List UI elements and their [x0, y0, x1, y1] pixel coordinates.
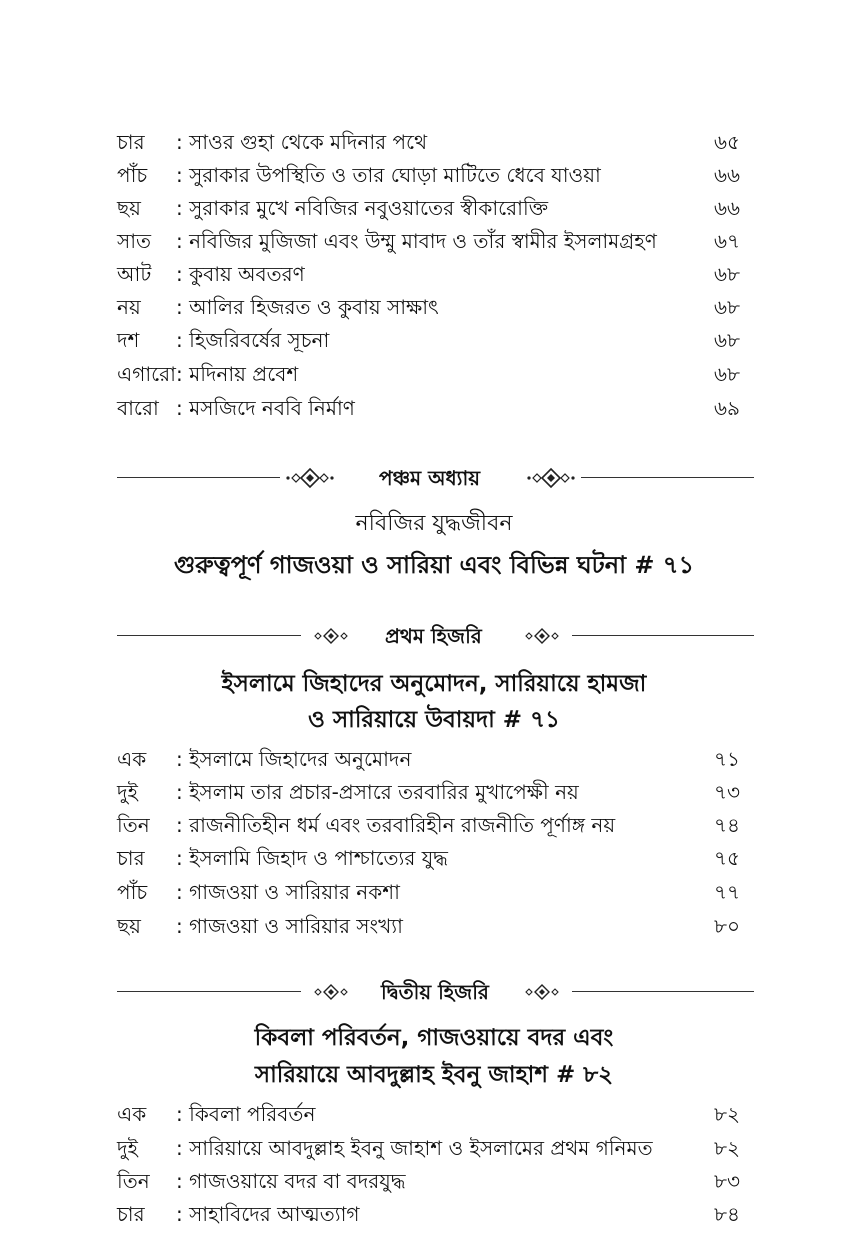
chapter-label: পঞ্চম অধ্যায়	[379, 466, 481, 490]
entry-number: ছয়	[117, 914, 141, 938]
entry-page: ৭৭	[713, 880, 740, 904]
ornament-icon	[512, 625, 572, 647]
entry-number: চার	[117, 130, 145, 154]
toc-entry	[117, 392, 740, 425]
ornament-icon	[301, 625, 361, 647]
entry-page: ৬৯	[714, 396, 740, 420]
entry-page: ৬৮	[714, 295, 740, 319]
entry-page: ৬৬	[713, 196, 740, 220]
entry-title: : মদিনায় প্রবেশ	[176, 362, 299, 386]
entry-number: দুই	[117, 1136, 138, 1160]
entry-number: এগারো	[117, 362, 176, 386]
entry-number: সাত	[117, 229, 152, 253]
entry-title: : ইসলামি জিহাদ ও পাশ্চাত্যের যুদ্ধ	[176, 846, 448, 870]
section-divider	[117, 621, 754, 651]
entry-title: : ইসলামে জিহাদের অনুমোদন	[176, 747, 412, 771]
toc-entry	[117, 1165, 740, 1198]
entry-page: ৭৪	[714, 813, 740, 837]
divider-line-right	[572, 991, 754, 992]
divider-line-left	[117, 477, 280, 478]
toc-entry	[117, 842, 740, 875]
section-title-line: ইসলামে জিহাদের অনুমোদন, সারিয়ায়ে হামজা	[221, 671, 647, 697]
entry-title: : গাজওয়া ও সারিয়ার সংখ্যা	[176, 914, 403, 938]
entry-title: : রাজনীতিহীন ধর্ম এবং তরবারিহীন রাজনীতি পূর্ণাঙ্গ নয়	[176, 813, 616, 837]
entry-page: ৬৮	[714, 362, 740, 386]
entry-title: : সুরাকার উপস্থিতি ও তার ঘোড়া মাটিতে ধেবে যাওয়া	[176, 163, 601, 187]
entry-number: তিন	[117, 813, 150, 837]
section-label: দ্বিতীয় হিজরি	[381, 980, 489, 1004]
ornament-icon	[301, 981, 361, 1003]
entry-number: পাঁচ	[117, 880, 148, 904]
section-title-line: কিবলা পরিবর্তন, গাজওয়ায়ে বদর এবং	[254, 1025, 614, 1051]
divider-line-right	[572, 635, 754, 636]
entry-title: : আলির হিজরত ও কুবায় সাক্ষাৎ	[176, 295, 439, 319]
entry-title: : গাজওয়ায়ে বদর বা বদরযুদ্ধ	[176, 1169, 406, 1193]
toc-entry	[117, 324, 740, 357]
entry-page: ৮৩	[714, 1169, 740, 1193]
entry-page: ৮৪	[714, 1202, 740, 1226]
entry-title: : সারিয়ায়ে আবদুল্লাহ ইবনু জাহাশ ও ইসলামের প্রথম গনিমত	[176, 1136, 653, 1160]
entry-number: এক	[117, 747, 147, 771]
entry-page: ৭১	[714, 747, 740, 771]
entry-number: ছয়	[117, 196, 141, 220]
entry-title: : হিজরিবর্ষের সূচনা	[176, 328, 330, 352]
entry-number: দুই	[117, 780, 138, 804]
toc-entry	[117, 743, 740, 776]
entry-title: : গাজওয়া ও সারিয়ার নকশা	[176, 880, 400, 904]
entry-title: : সাহাবিদের আত্মত্যাগ	[176, 1202, 360, 1226]
toc-entry	[117, 1132, 740, 1165]
toc-entry	[117, 809, 740, 842]
section-title-line: ও সারিয়ায়ে উবায়দা # ৭১	[308, 707, 560, 733]
toc-entry	[117, 876, 740, 909]
ornament-icon	[280, 467, 340, 489]
section-label: প্রথম হিজরি	[385, 624, 482, 648]
toc-entry	[117, 1198, 740, 1231]
chapter-title: গুরুত্বপূর্ণ গাজওয়া ও সারিয়া এবং বিভিন্ন ঘটনা # ৭১	[173, 551, 695, 579]
toc-entry	[117, 159, 740, 192]
entry-page: ৮২	[714, 1102, 740, 1126]
divider-line-left	[117, 991, 301, 992]
entry-number: এক	[117, 1102, 147, 1126]
ornament-icon	[521, 467, 581, 489]
toc-entry	[117, 258, 740, 291]
entry-page: ৭৫	[714, 846, 740, 870]
entry-title: : মসজিদে নববি নির্মাণ	[176, 396, 355, 420]
toc-entry	[117, 225, 740, 258]
toc-entry	[117, 1098, 740, 1131]
toc-entry	[117, 358, 740, 391]
entry-title: : কুবায় অবতরণ	[176, 262, 305, 286]
entry-page: ৭৩	[713, 780, 740, 804]
entry-number: তিন	[117, 1169, 150, 1193]
section-divider	[117, 977, 754, 1007]
entry-title: : ইসলাম তার প্রচার-প্রসারে তরবারির মুখাপেক্ষী নয়	[176, 780, 579, 804]
divider-line-right	[581, 477, 754, 478]
divider-line-left	[117, 635, 301, 636]
entry-title: : সাওর গুহা থেকে মদিনার পথে	[176, 130, 428, 154]
entry-number: চার	[117, 1202, 145, 1226]
entry-title: : সুরাকার মুখে নবিজির নবুওয়াতের স্বীকারোক্তি	[176, 196, 549, 220]
toc-entry	[117, 776, 740, 809]
chapter-subtitle: নবিজির যুদ্ধজীবন	[355, 511, 513, 536]
toc-entry	[117, 126, 740, 159]
entry-number: নয়	[117, 295, 141, 319]
toc-entry	[117, 192, 740, 225]
entry-page: ৬৭	[713, 229, 740, 253]
entry-page: ৬৫	[714, 130, 740, 154]
ornament-icon	[512, 981, 572, 1003]
entry-page: ৬৮	[714, 328, 740, 352]
entry-page: ৮০	[714, 914, 740, 938]
section-title-line: সারিয়ায়ে আবদুল্লাহ ইবনু জাহাশ # ৮২	[254, 1062, 614, 1088]
entry-number: পাঁচ	[117, 163, 148, 187]
entry-title: : কিবলা পরিবর্তন	[176, 1102, 316, 1126]
chapter-divider	[117, 463, 754, 493]
entry-title: : নবিজির মুজিজা এবং উম্মু মাবাদ ও তাঁর স্বামীর ইসলামগ্রহণ	[176, 229, 657, 253]
toc-entry	[117, 291, 740, 324]
entry-number: দশ	[117, 328, 140, 352]
entry-number: বারো	[117, 396, 159, 420]
entry-number: আট	[117, 262, 152, 286]
entry-page: ৮২	[714, 1136, 740, 1160]
toc-entry	[117, 910, 740, 943]
entry-number: চার	[117, 846, 145, 870]
entry-page: ৬৬	[713, 163, 740, 187]
entry-page: ৬৮	[714, 262, 740, 286]
